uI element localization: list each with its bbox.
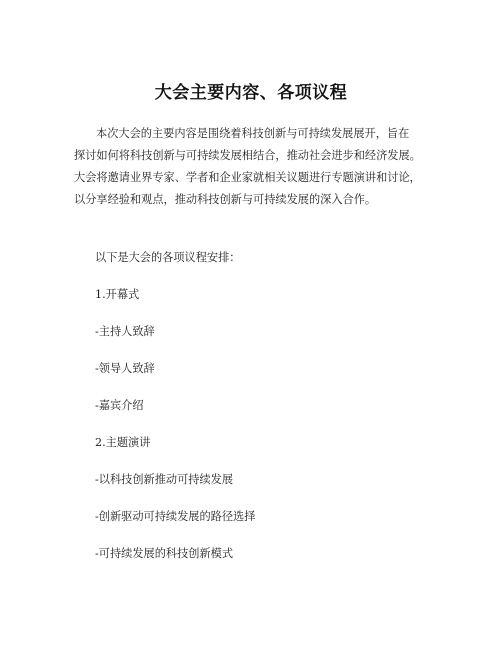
- section-heading-keynote: 2.主题演讲: [95, 436, 151, 449]
- intro-line: 本次大会的主要内容是围绕着科技创新与可持续发展展开，旨在: [96, 127, 410, 140]
- agenda-item: -可持续发展的科技创新模式: [95, 547, 234, 560]
- section-heading-opening: 1.开幕式: [95, 288, 140, 301]
- page-title: 大会主要内容、各项议程: [154, 83, 348, 103]
- agenda-item: -创新驱动可持续发展的路径选择: [95, 510, 256, 523]
- agenda-item: -领导人致辞: [95, 362, 155, 375]
- intro-line: 探讨如何将科技创新与可持续发展相结合，推动社会进步和经济发展。: [74, 149, 421, 162]
- intro-paragraph: [74, 123, 444, 211]
- agenda-item: -主持人致辞: [95, 325, 155, 338]
- agenda-intro: 以下是大会的各项议程安排：: [95, 251, 241, 264]
- intro-line: 大会将邀请业界专家、学者和企业家就相关议题进行专题演讲和讨论，: [74, 171, 421, 184]
- intro-line: 以分享经验和观点，推动科技创新与可持续发展的深入合作。: [74, 193, 377, 206]
- agenda-item: -嘉宾介绍: [95, 399, 144, 412]
- agenda-item: -以科技创新推动可持续发展: [95, 473, 234, 486]
